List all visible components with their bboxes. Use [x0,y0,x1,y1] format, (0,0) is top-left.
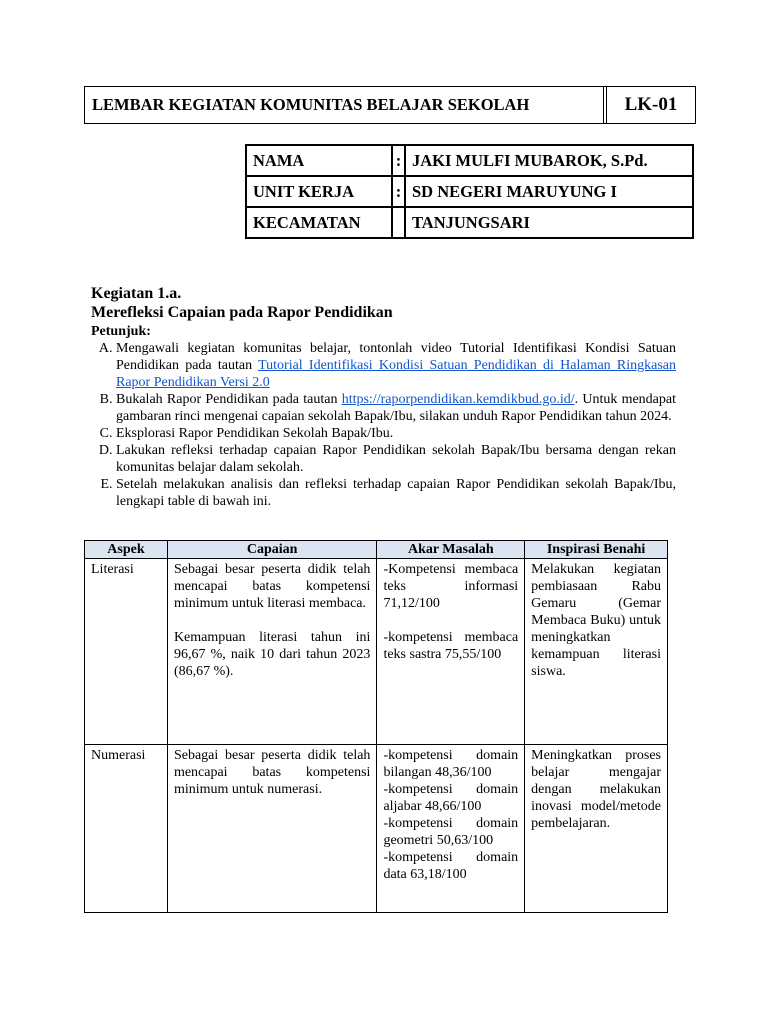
step-b-text: Bukalah Rapor Pendidikan pada tautan [116,392,342,407]
identity-colon [392,207,405,238]
akar-item: -Kompetensi membaca teks informasi 71,12/100 [383,562,519,611]
identity-row [246,145,693,176]
step-b-text-2: . Untuk mendapat gambaran rinci mengenai capaian sekolah Bapak/Ibu, silakan unduh Rapor Pendidikan tahun 2024. [116,392,677,424]
step-a-text: Mengawali kegiatan komunitas belajar, tontonlah video Tutorial Identifikasi Kondisi Satuan Pendidikan pada tautan [116,341,676,373]
reflection-table [84,540,668,913]
identity-row [246,176,693,207]
instructions-label: Petunjuk: [91,324,151,339]
header-inspirasi-benahi: Inspirasi Benahi [525,541,668,559]
cell-akar-masalah [377,559,525,745]
worksheet-title: LEMBAR KEGIATAN KOMUNITAS BELAJAR SEKOLAH [85,87,604,123]
table-row [85,745,668,913]
cell-capaian: Sebagai besar peserta didik telah mencapai batas kompetensi minimum untuk numerasi. [167,745,377,913]
activity-title: Kegiatan 1.a. [91,285,182,302]
identity-value: JAKI MULFI MUBAROK, S.Pd. [405,145,693,176]
instructions-list [91,340,676,510]
identity-colon: : [392,145,405,176]
tutorial-video-link[interactable]: Tutorial Identifikasi Kondisi Satuan Pendidikan di Halaman Ringkasan Rapor Pendidikan Versi 2.0 [116,358,677,390]
capaian-paragraph: Kemampuan literasi tahun ini 96,67 %, naik 10 dari tahun 2023 (86,67 %). [173,630,371,679]
header-box [84,86,696,124]
identity-label: NAMA [246,145,392,176]
identity-value: TANJUNGSARI [405,207,693,238]
identity-colon: : [392,176,405,207]
instruction-step-d: D. Lakukan refleksi terhadap capaian Rapor Pendidikan sekolah Bapak/Ibu bersama dengan rekan komunitas belajar dalam sekolah. [116,442,676,476]
header-aspek: Aspek [85,541,168,559]
cell-capaian [167,559,377,745]
cell-inspirasi: Meningkatkan proses belajar mengajar dengan melakukan inovasi model/metode pembelajaran. [525,745,668,913]
identity-table [245,144,694,239]
table-header-row [85,541,668,559]
activity-section [91,284,676,510]
header-akar-masalah: Akar Masalah [377,541,525,559]
akar-item: -kompetensi domain geometri 50,63/100 [383,816,519,848]
capaian-paragraph: Sebagai besar peserta didik telah mencapai batas kompetensi minimum untuk literasi membaca. [173,562,371,611]
cell-akar-masalah [377,745,525,913]
cell-aspek: Literasi [85,559,168,745]
activity-subtitle: Merefleksi Capaian pada Rapor Pendidikan [91,304,393,321]
instruction-step-e: E. Setelah melakukan analisis dan refleksi terhadap capaian Rapor Pendidikan sekolah Bapak/Ibu, lengkapi table di bawah ini. [116,476,676,510]
identity-value: SD NEGERI MARUYUNG I [405,176,693,207]
akar-item: -kompetensi domain aljabar 48,66/100 [383,782,519,814]
identity-label: UNIT KERJA [246,176,392,207]
instruction-step-c: C. Eksplorasi Rapor Pendidikan Sekolah Bapak/Ibu. [116,425,676,442]
header-capaian: Capaian [167,541,377,559]
identity-row [246,207,693,238]
identity-label: KECAMATAN [246,207,392,238]
instruction-step-b [116,391,676,425]
cell-aspek: Numerasi [85,745,168,913]
akar-item: -kompetensi membaca teks sastra 75,55/100 [383,630,519,662]
instruction-step-a [116,340,676,391]
akar-item: -kompetensi domain data 63,18/100 [383,850,519,882]
worksheet-code: LK-01 [606,87,695,123]
akar-item: -kompetensi domain bilangan 48,36/100 [383,748,519,780]
cell-inspirasi: Melakukan kegiatan pembiasaan Rabu Gemaru (Gemar Membaca Buku) untuk meningkatkan kemampuan literasi siswa. [525,559,668,745]
rapor-pendidikan-link[interactable]: https://raporpendidikan.kemdikbud.go.id/ [341,392,575,407]
table-row [85,559,668,745]
